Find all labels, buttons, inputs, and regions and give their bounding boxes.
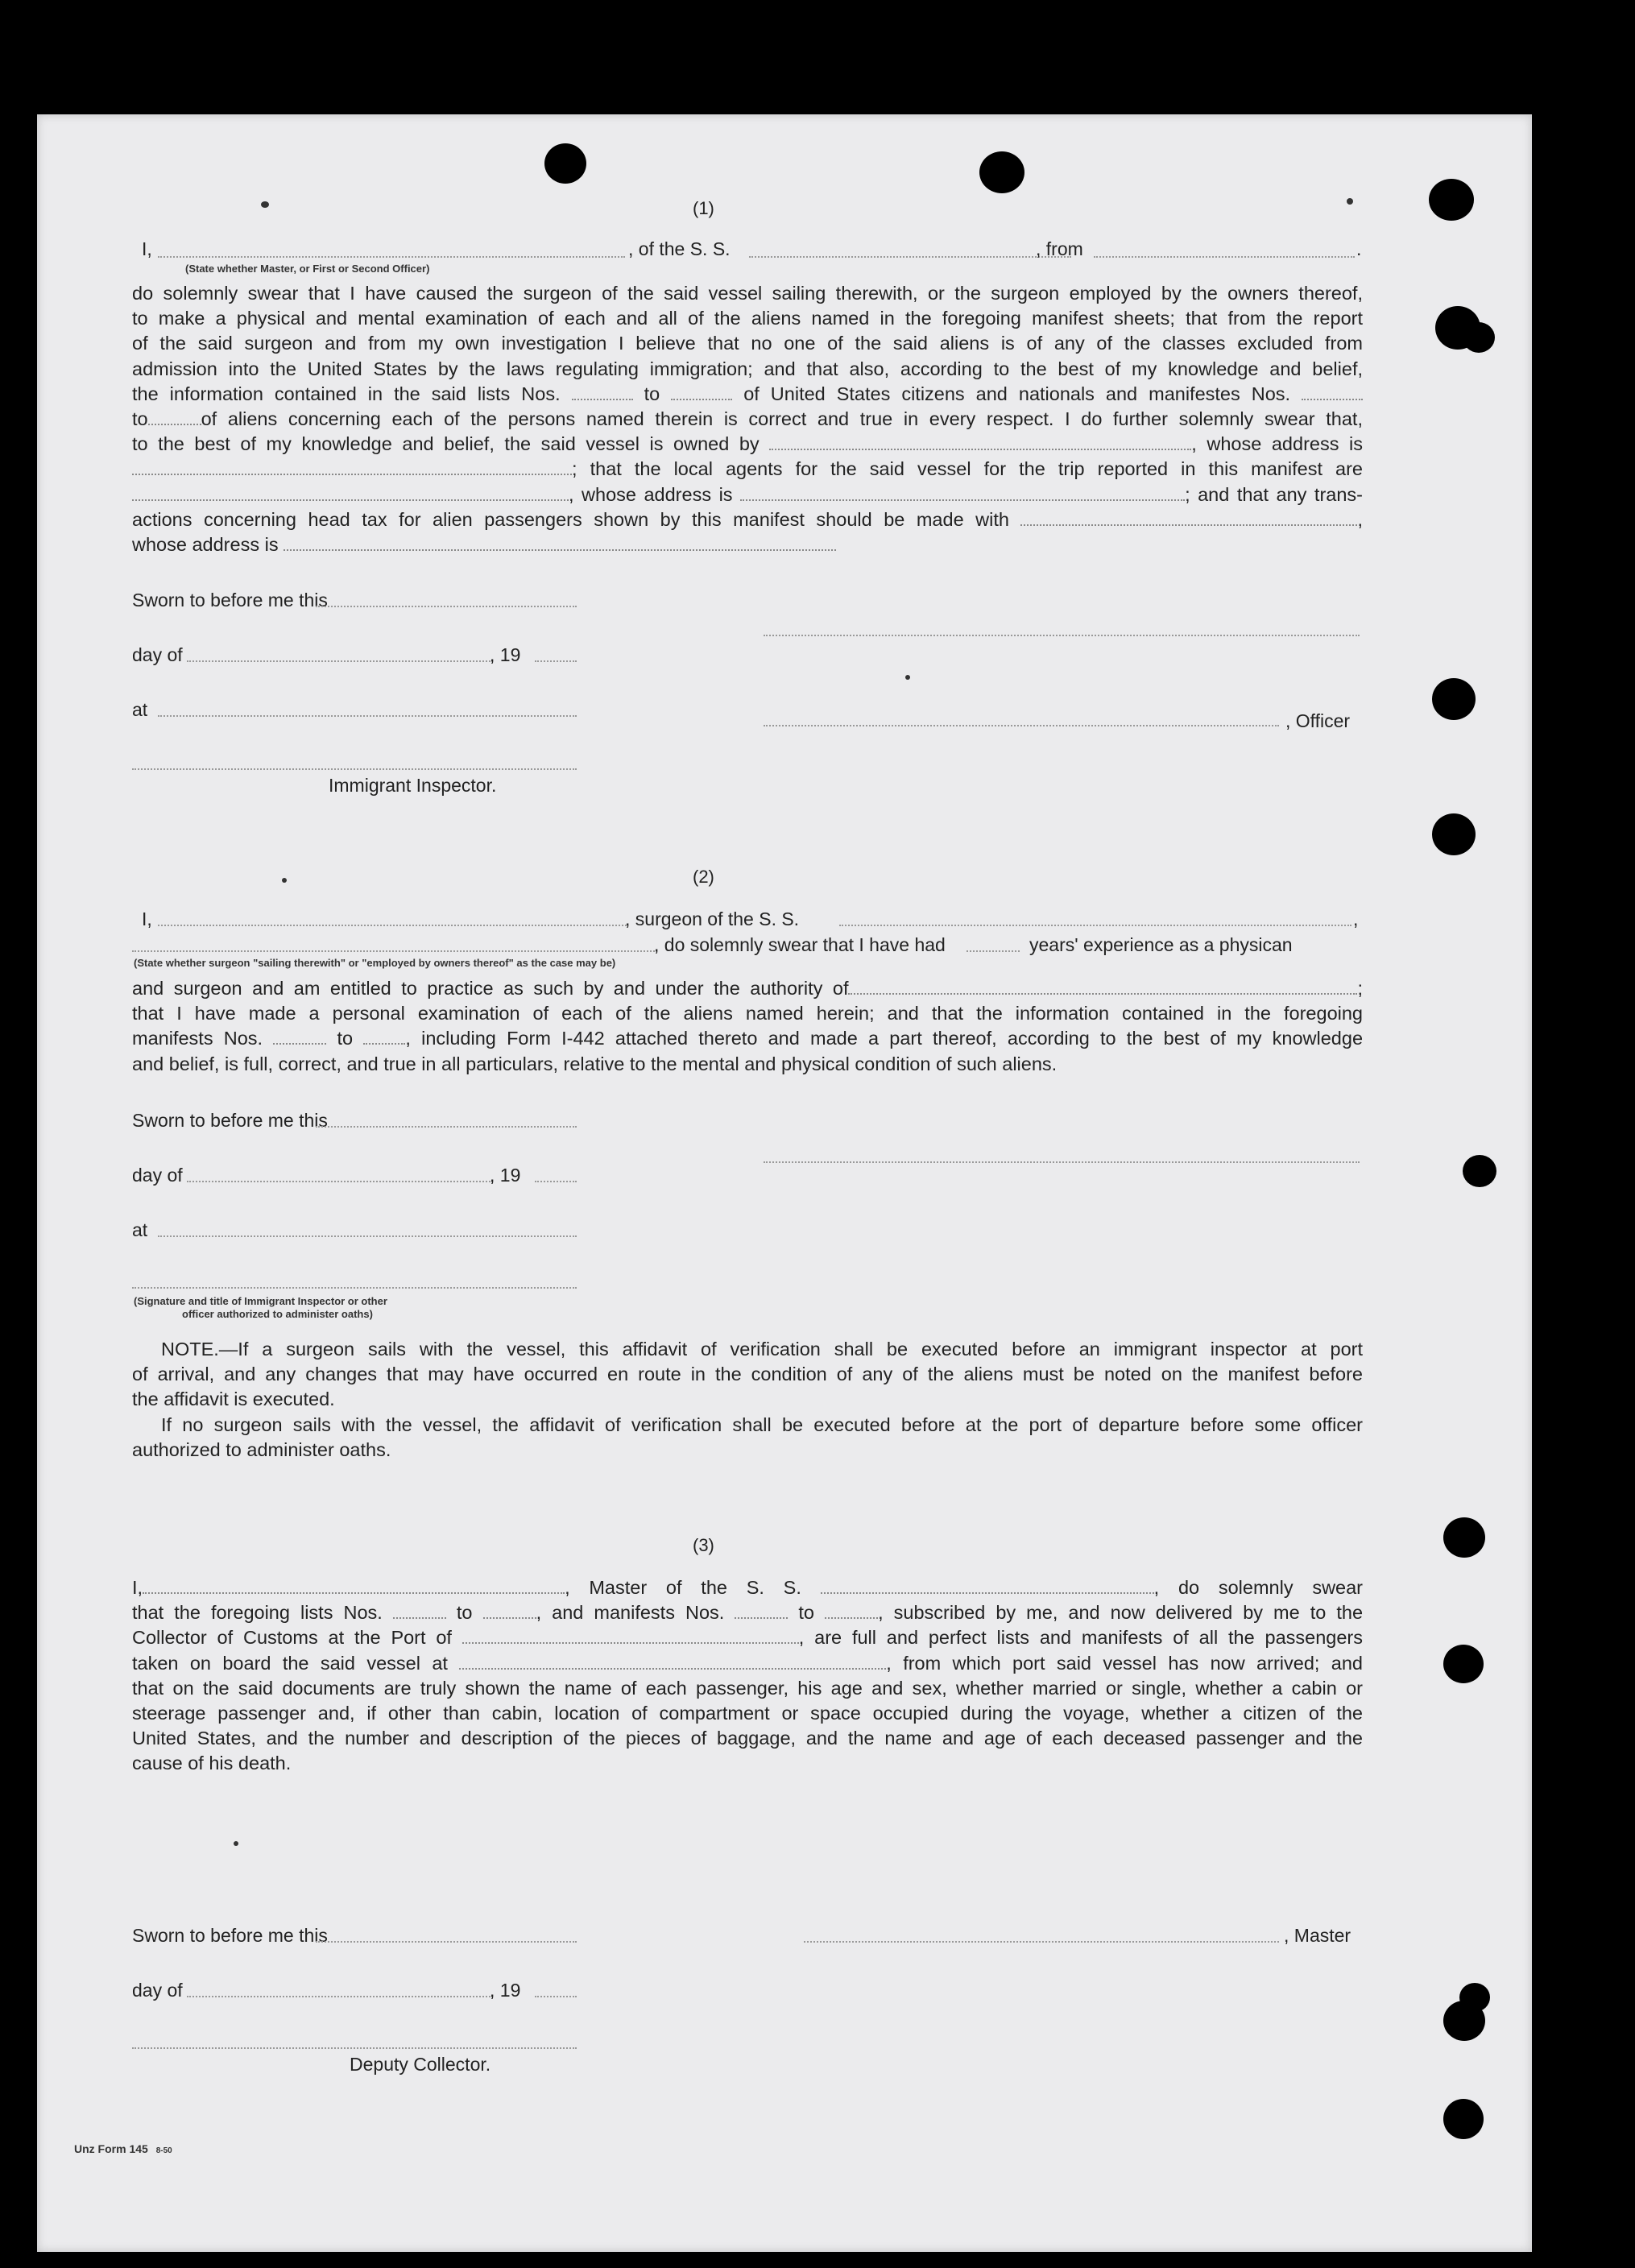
speck [905, 675, 910, 680]
s3-body [132, 1575, 1363, 1777]
punch-hole [1463, 1155, 1496, 1187]
s1-headtax-line: actions concerning head tax for alien passengers shown by this manifest should be made with , [132, 508, 1364, 530]
punch-hole [1432, 678, 1476, 720]
s1-officer-signature-top-line [764, 635, 1360, 636]
punch-hole [979, 151, 1024, 193]
s1-day-line [187, 660, 493, 662]
s1-body [132, 281, 1363, 557]
s1-sworn-label: Sworn to before me this [132, 590, 328, 610]
s1-year-line [535, 660, 577, 662]
section-2-heading: (2) [693, 867, 714, 887]
s2-year-label: , 19 [490, 1165, 521, 1186]
s1-from-label: , from [1036, 238, 1083, 259]
s1-vessel-line [749, 256, 1071, 258]
s2-body-line: and belief, is full, correct, and true in all particulars, relative to the mental and physical condition of such aliens. [132, 1053, 1058, 1074]
s2-body-line: that I have made a personal examination of each of the aliens named herein; and that the information contained in the foregoing [132, 1003, 1363, 1024]
s3-collector-line: Collector of Customs at the Port of , are full and perfect lists and manifests of all the passengers [132, 1627, 1363, 1649]
punch-hole [1463, 322, 1495, 353]
s2-at-line [158, 1235, 577, 1237]
s1-from-line [1094, 256, 1355, 258]
s1-officer-note: (State whether Master, or First or Second Officer) [185, 263, 430, 275]
s1-owner-line: to the best of my knowledge and belief, the said vessel is owned by , whose address is [132, 433, 1363, 455]
speck [234, 1841, 238, 1846]
section-1-heading: (1) [693, 198, 714, 218]
punch-hole [1443, 2099, 1484, 2139]
s2-years-label: years' experience as a physican [1029, 934, 1293, 955]
s2-manifests-line: manifests Nos. to , including Form I-442 attached thereto and made a part thereof, according to the best of my knowledge [132, 1028, 1364, 1049]
s2-body [132, 976, 1363, 1077]
speck [282, 878, 287, 883]
s3-body-line: cause of his death. [132, 1753, 292, 1774]
s2-surgeon-signature-line [764, 1161, 1360, 1163]
punch-hole [1443, 1517, 1485, 1558]
s1-officer-signature-line [764, 725, 1279, 726]
s1-agent-address-line: , whose address is ; and that any trans- [132, 482, 1363, 507]
s2-i-label: I, [142, 908, 152, 929]
s1-body-line: to make a physical and mental examination of each and all of the aliens named in the foregoing manifest sheets; that from the report [132, 308, 1363, 329]
speck [1347, 198, 1353, 205]
s3-year-label: , 19 [490, 1980, 521, 2001]
s2-surgeon-of-label: , surgeon of the S. S. [625, 908, 800, 929]
s1-inspector-label: Immigrant Inspector. [329, 775, 497, 796]
s2-signature-note-1: (Signature and title of Immigrant Inspector or other [134, 1295, 387, 1307]
s2-at-label: at [132, 1219, 148, 1240]
s1-officer-label: , Officer [1285, 710, 1351, 731]
s2-sworn-label: Sworn to before me this [132, 1110, 328, 1131]
s1-inspector-signature-line [132, 768, 577, 770]
s2-note-line: authorized to administer oaths. [132, 1438, 391, 1460]
s3-master-line: I, , Master of the S. S. , do solemnly swear [132, 1577, 1364, 1598]
s2-comma: , [1353, 908, 1359, 929]
s2-surgeon-type-line [132, 950, 657, 952]
s3-year-line [535, 1996, 577, 1997]
s1-agents-line: ; that the local agents for the said vessel for the trip reported in this manifest are [132, 457, 1363, 482]
s3-sworn-line [316, 1941, 577, 1943]
punch-hole [544, 143, 586, 184]
s3-boarding-line: taken on board the said vessel at , from which port said vessel has now arrived; and [132, 1652, 1363, 1674]
punch-hole [1432, 813, 1476, 855]
s2-note-line: the affidavit is executed. [132, 1389, 335, 1410]
s2-sworn-line [316, 1126, 577, 1128]
s1-whose-address-line: whose address is [132, 532, 1363, 557]
s2-swear-label: , do solemnly swear that I have had [654, 934, 946, 955]
s1-day-label: day of [132, 644, 183, 665]
s2-note [132, 1337, 1363, 1463]
punch-hole [1459, 1983, 1490, 2012]
s1-officer-line [158, 256, 625, 258]
s1-of-ss-label: , of the S. S. [628, 238, 731, 259]
s3-body-line: that on the said documents are truly shown the name of each passenger, his age and sex, whether married or single, whether a cabin or [132, 1677, 1363, 1699]
s1-body-line: admission into the United States by the laws regulating immigration; and that also, according to the best of my knowledge and belief, [132, 358, 1363, 379]
punch-hole [1443, 1645, 1484, 1683]
s2-year-line [535, 1181, 577, 1182]
s1-at-label: at [132, 699, 148, 720]
s2-day-label: day of [132, 1165, 183, 1186]
s3-master-label: , Master [1284, 1925, 1351, 1946]
s3-lists-line: that the foregoing lists Nos. to , and manifests Nos. to , subscribed by me, and now delivered by me to the [132, 1602, 1364, 1624]
s3-day-line [187, 1996, 493, 1997]
s1-i-label: I, [142, 238, 152, 259]
s3-deputy-label: Deputy Collector. [350, 2054, 491, 2075]
form-number: Unz Form 145 8-50 [74, 2142, 172, 2155]
s1-at-line [158, 715, 577, 717]
s1-lists-line: the information contained in the said lists Nos. to of United States citizens and nationals and manifestes Nos. [132, 382, 1363, 407]
s3-body-line: steerage passenger and, if other than cabin, location of compartment or space occupied during the voyage, whether a citizen of the [132, 1703, 1363, 1724]
s1-aliens-line: to of aliens concerning each of the persons named therein is correct and true in every respect. I do further solemnly swear that, [132, 408, 1363, 430]
s3-body-line: United States, and the number and description of the pieces of baggage, and the name and age of each deceased passenger and the [132, 1728, 1363, 1749]
s1-year-label: , 19 [490, 644, 521, 665]
s2-inspector-signature-line [132, 1287, 577, 1289]
s2-signature-note-2: officer authorized to administer oaths) [182, 1308, 373, 1320]
s1-period: . [1356, 238, 1362, 259]
s2-surgeon-name-line [158, 925, 627, 926]
s2-note-line: NOTE.—If a surgeon sails with the vessel, this affidavit of verification shall be executed before an immigrant inspector at port [161, 1339, 1363, 1360]
s3-sworn-label: Sworn to before me this [132, 1925, 328, 1946]
speck [261, 201, 269, 208]
punch-hole [1429, 179, 1474, 221]
s1-body-line: do solemnly swear that I have caused the surgeon of the said vessel sailing therewith, or the surgeon employed by the owners thereof, [132, 283, 1363, 304]
document-sheet [37, 114, 1532, 2252]
s2-surgeon-note: (State whether surgeon "sailing therewith" or "employed by owners thereof" as the case may be) [134, 957, 616, 969]
s2-note-line: If no surgeon sails with the vessel, the affidavit of verification shall be executed before at the port of departure before some officer [161, 1413, 1363, 1435]
s1-sworn-line [316, 606, 577, 607]
s3-master-signature-line [804, 1941, 1279, 1943]
s1-body-line: of the said surgeon and from my own investigation I believe that no one of the said aliens is of any of the classes excluded from [132, 333, 1363, 354]
s2-vessel-line [839, 925, 1351, 926]
s2-note-line: of arrival, and any changes that may have occurred en route in the condition of any of the aliens must be noted on the manifest before [132, 1364, 1363, 1385]
s2-authority-line: and surgeon and am entitled to practice as such by and under the authority of ; [132, 978, 1363, 999]
s2-years-line [967, 950, 1020, 952]
s3-day-label: day of [132, 1980, 183, 2001]
section-3-heading: (3) [693, 1535, 714, 1555]
s2-day-line [187, 1181, 493, 1182]
s3-deputy-signature-line [132, 2047, 577, 2049]
